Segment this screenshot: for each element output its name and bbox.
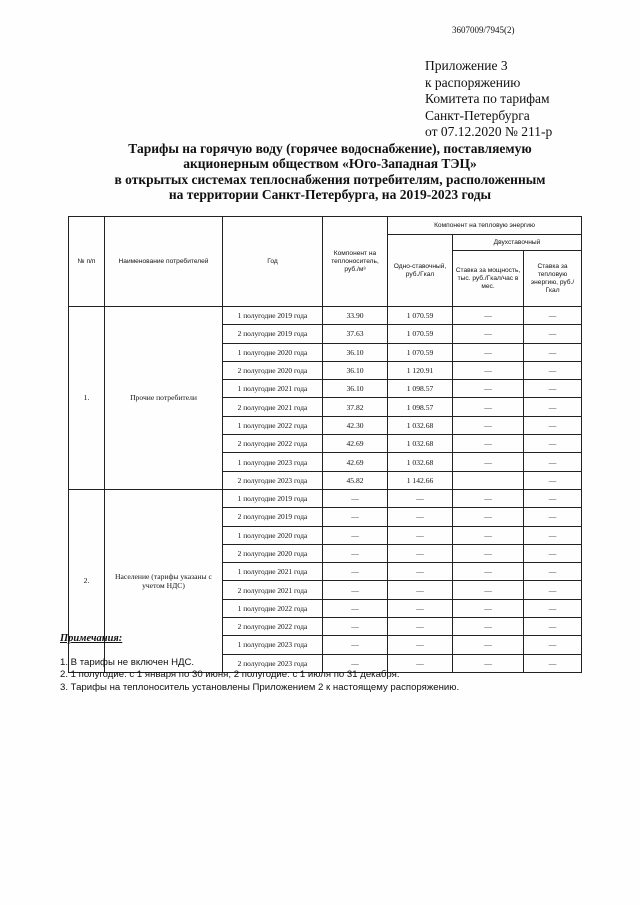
cell-energy-rate: —	[524, 489, 582, 507]
appendix-line: от 07.12.2020 № 211-р	[425, 124, 553, 140]
cell-carrier: —	[323, 618, 388, 636]
cell-year: 1 полугодие 2019 года	[223, 307, 323, 325]
cell-energy-rate: —	[524, 636, 582, 654]
table-body	[69, 307, 582, 673]
cell-year: 2 полугодие 2020 года	[223, 361, 323, 379]
cell-carrier: —	[323, 654, 388, 672]
cell-energy-rate: —	[524, 544, 582, 562]
cell-year: 2 полугодие 2022 года	[223, 618, 323, 636]
cell-carrier: 36.10	[323, 380, 388, 398]
cell-one-rate: 1 070.59	[388, 325, 453, 343]
header-year: Год	[223, 217, 323, 307]
cell-energy-rate: —	[524, 361, 582, 379]
cell-one-rate: —	[388, 489, 453, 507]
cell-energy-rate: —	[524, 471, 582, 489]
cell-carrier: 42.30	[323, 416, 388, 434]
cell-capacity: —	[453, 544, 524, 562]
group-number: 1.	[69, 307, 105, 490]
cell-capacity: —	[453, 453, 524, 471]
cell-energy-rate: —	[524, 453, 582, 471]
cell-year: 1 полугодие 2021 года	[223, 563, 323, 581]
cell-capacity: —	[453, 599, 524, 617]
cell-carrier: 36.10	[323, 343, 388, 361]
cell-one-rate: 1 032.68	[388, 416, 453, 434]
cell-one-rate: —	[388, 636, 453, 654]
document-title	[60, 141, 600, 203]
header-energy: Компонент на тепловую энергию	[388, 217, 582, 235]
cell-capacity	[453, 471, 524, 489]
notes-title: Примечания:	[60, 633, 123, 644]
cell-one-rate: 1 142.66	[388, 471, 453, 489]
cell-energy-rate: —	[524, 563, 582, 581]
cell-one-rate: 1 120.91	[388, 361, 453, 379]
cell-capacity: —	[453, 526, 524, 544]
cell-capacity: —	[453, 416, 524, 434]
cell-one-rate: —	[388, 581, 453, 599]
cell-year: 1 полугодие 2023 года	[223, 453, 323, 471]
notes-list	[60, 657, 459, 694]
cell-energy-rate: —	[524, 581, 582, 599]
note-item: 1. В тарифы не включен НДС.	[60, 657, 195, 668]
cell-energy-rate: —	[524, 325, 582, 343]
cell-year: 1 полугодие 2021 года	[223, 380, 323, 398]
title-line: на территории Санкт-Петербурга, на 2019-2023 годы	[168, 187, 492, 203]
tariffs-table	[68, 216, 582, 673]
cell-one-rate: —	[388, 544, 453, 562]
header-consumers: Наименование потребителей	[105, 217, 223, 307]
cell-carrier: 45.82	[323, 471, 388, 489]
notes-section	[60, 633, 459, 694]
group-name: Население (тарифы указаны с учетом НДС)	[105, 489, 223, 672]
cell-capacity: —	[453, 398, 524, 416]
cell-energy-rate: —	[524, 435, 582, 453]
cell-one-rate: 1 032.68	[388, 453, 453, 471]
cell-capacity: —	[453, 325, 524, 343]
cell-one-rate: 1 070.59	[388, 343, 453, 361]
cell-capacity: —	[453, 343, 524, 361]
appendix-line: Приложение 3	[425, 58, 508, 73]
cell-carrier: —	[323, 563, 388, 581]
title-line: акционерным обществом «Юго-Западная ТЭЦ»	[183, 156, 477, 172]
cell-carrier: 36.10	[323, 361, 388, 379]
appendix-block	[425, 58, 552, 141]
cell-year: 1 полугодие 2022 года	[223, 416, 323, 434]
cell-one-rate: —	[388, 526, 453, 544]
cell-carrier: —	[323, 526, 388, 544]
cell-energy-rate: —	[524, 526, 582, 544]
cell-carrier: 37.82	[323, 398, 388, 416]
cell-capacity: —	[453, 508, 524, 526]
header-one-rate: Одно-ставочный, руб./Гкал	[388, 235, 453, 307]
group-number: 2.	[69, 489, 105, 672]
title-line: Тарифы на горячую воду (горячее водоснабжение), поставляемую	[128, 141, 532, 156]
cell-carrier: —	[323, 544, 388, 562]
note-item: 3. Тарифы на теплоноситель установлены Приложением 2 к настоящему распоряжению.	[60, 681, 460, 693]
cell-year: 1 полугодие 2019 года	[223, 489, 323, 507]
cell-one-rate: 1 098.57	[388, 380, 453, 398]
appendix-line: Комитета по тарифам	[425, 91, 550, 107]
cell-energy-rate: —	[524, 618, 582, 636]
cell-capacity: —	[453, 435, 524, 453]
cell-year: 2 полугодие 2022 года	[223, 435, 323, 453]
cell-carrier: 37.63	[323, 325, 388, 343]
cell-one-rate: —	[388, 654, 453, 672]
cell-year: 1 полугодие 2022 года	[223, 599, 323, 617]
cell-year: 1 полугодие 2023 года	[223, 636, 323, 654]
cell-energy-rate: —	[524, 398, 582, 416]
cell-year: 1 полугодие 2020 года	[223, 526, 323, 544]
cell-capacity: —	[453, 654, 524, 672]
cell-capacity: —	[453, 380, 524, 398]
cell-energy-rate: —	[524, 654, 582, 672]
cell-capacity: —	[453, 361, 524, 379]
cell-energy-rate: —	[524, 508, 582, 526]
cell-capacity: —	[453, 563, 524, 581]
cell-year: 2 полугодие 2021 года	[223, 581, 323, 599]
cell-carrier: —	[323, 636, 388, 654]
cell-one-rate: —	[388, 599, 453, 617]
cell-energy-rate: —	[524, 307, 582, 325]
appendix-line: Санкт-Петербурга	[425, 107, 530, 123]
cell-year: 2 полугодие 2020 года	[223, 544, 323, 562]
header-carrier: Компонент на теплоноситель, руб./м³	[323, 217, 388, 307]
cell-one-rate: 1 098.57	[388, 398, 453, 416]
cell-year: 1 полугодие 2020 года	[223, 343, 323, 361]
cell-year: 2 полугодие 2021 года	[223, 398, 323, 416]
cell-year: 2 полугодие 2023 года	[223, 654, 323, 672]
cell-carrier: —	[323, 581, 388, 599]
cell-capacity: —	[453, 489, 524, 507]
header-capacity: Ставка за мощность, тыс. руб./Гкал/час в мес.	[453, 251, 524, 307]
cell-carrier: —	[323, 508, 388, 526]
cell-one-rate: —	[388, 563, 453, 581]
cell-energy-rate: —	[524, 599, 582, 617]
cell-capacity: —	[453, 618, 524, 636]
cell-carrier: —	[323, 599, 388, 617]
cell-one-rate: —	[388, 618, 453, 636]
title-line: в открытых системах теплоснабжения потребителям, расположенным	[114, 171, 546, 187]
table-row	[69, 489, 582, 507]
cell-capacity: —	[453, 307, 524, 325]
header-energy-rate: Ставка за тепловую энергию, руб./Гкал	[524, 251, 582, 307]
group-name: Прочие потребители	[105, 307, 223, 490]
cell-carrier: —	[323, 489, 388, 507]
cell-energy-rate: —	[524, 380, 582, 398]
cell-one-rate: —	[388, 508, 453, 526]
cell-one-rate: 1 032.68	[388, 435, 453, 453]
cell-carrier: 42.69	[323, 435, 388, 453]
cell-year: 2 полугодие 2019 года	[223, 508, 323, 526]
table-row	[69, 307, 582, 325]
cell-energy-rate: —	[524, 416, 582, 434]
document-number: 3607009/7945(2)	[452, 25, 515, 35]
header-num: № п/п	[69, 217, 105, 307]
cell-energy-rate: —	[524, 343, 582, 361]
cell-capacity: —	[453, 581, 524, 599]
appendix-line: к распоряжению	[425, 74, 521, 90]
cell-one-rate: 1 070.59	[388, 307, 453, 325]
header-two-rate: Двухставочный	[453, 235, 582, 251]
cell-carrier: 42.69	[323, 453, 388, 471]
cell-capacity: —	[453, 636, 524, 654]
cell-carrier: 33.90	[323, 307, 388, 325]
cell-year: 2 полугодие 2019 года	[223, 325, 323, 343]
cell-year: 2 полугодие 2023 года	[223, 471, 323, 489]
note-item: 2. 1 полугодие: с 1 января по 30 июня; 2 полугодие: с 1 июля по 31 декабря.	[60, 669, 400, 681]
